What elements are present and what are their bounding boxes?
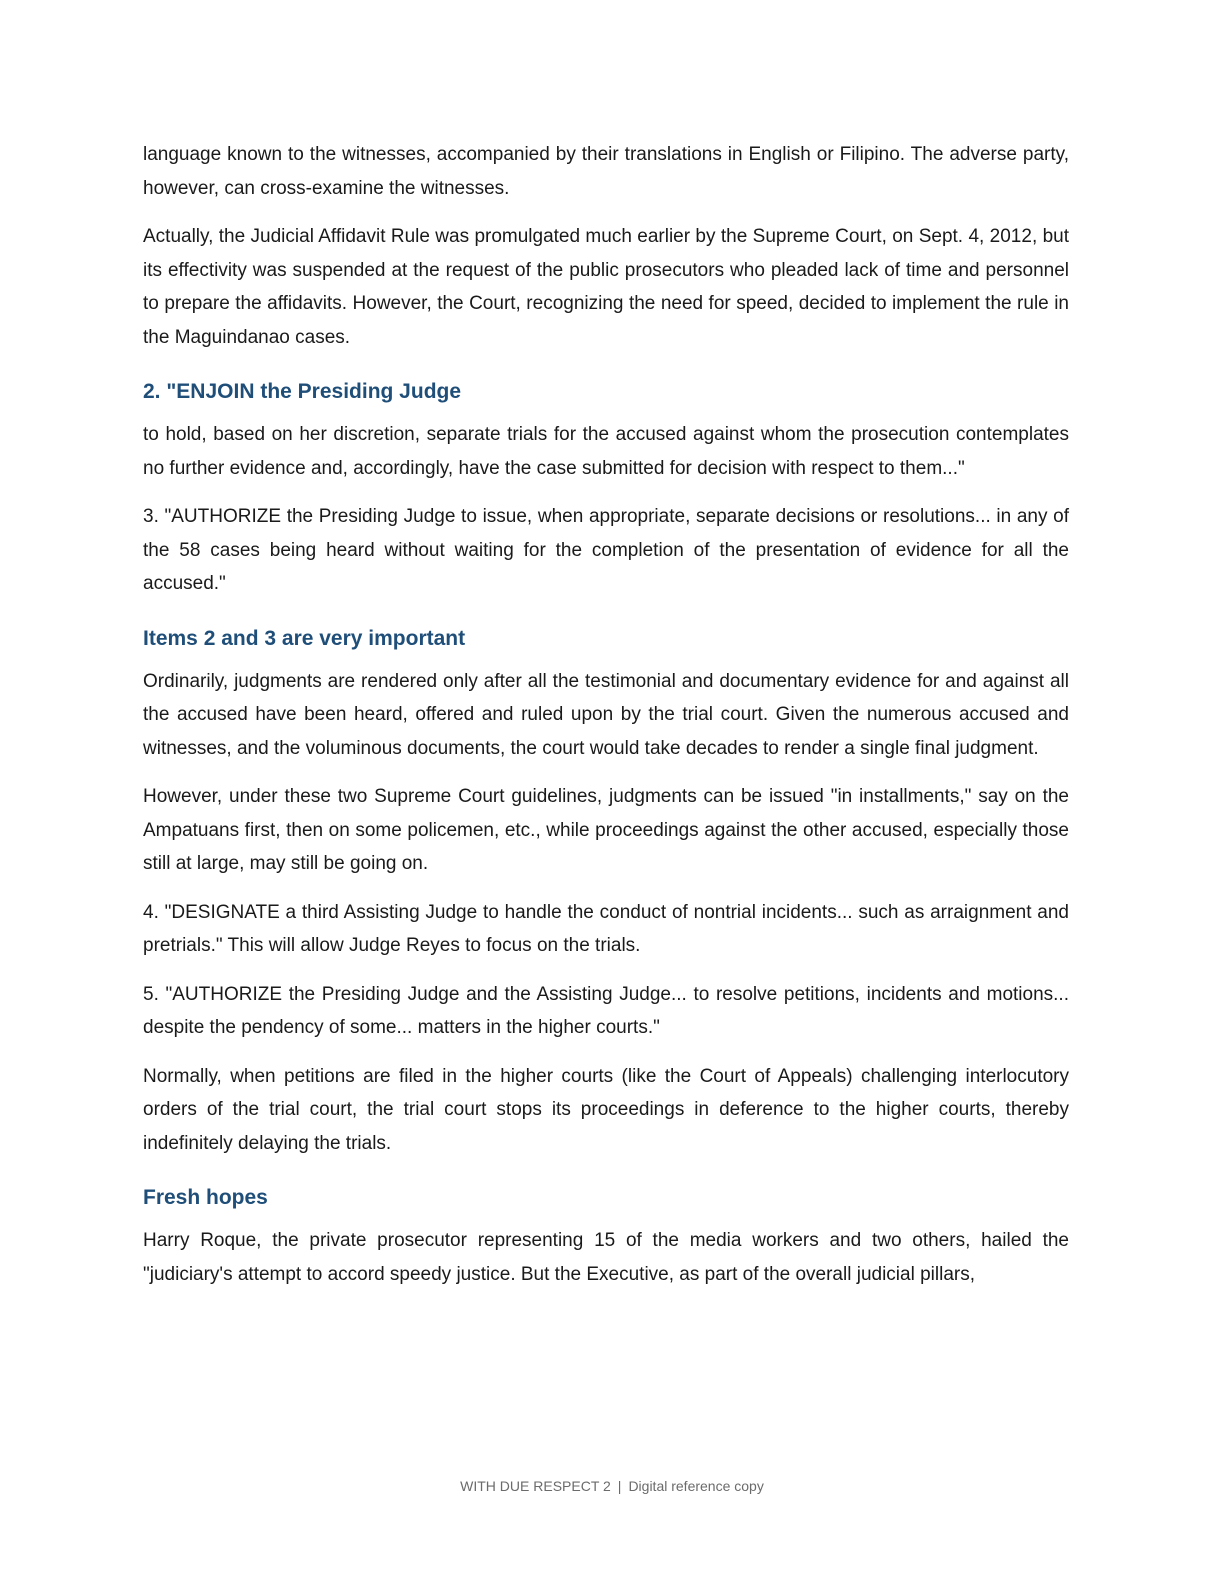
footer-label: Digital reference copy <box>628 1478 764 1494</box>
paragraph: Ordinarily, judgments are rendered only after all the testimonial and documentary evidence for and against all the accused have been heard, offered and ruled upon by the trial court. Given the numerous accused and witnesses, and the voluminous documents, the court would take decades to render a single final judgment. <box>143 670 1069 759</box>
footer-separator: | <box>617 1478 622 1494</box>
paragraph: 3. "AUTHORIZE the Presiding Judge to issue, when appropriate, separate decisions or resolutions... in any of the 58 cases being heard without waiting for the completion of the presentation of evidence for all the accused." <box>143 506 1069 594</box>
document-body <box>143 138 1069 1306</box>
paragraph: Normally, when petitions are filed in the higher courts (like the Court of Appeals) challenging interlocutory orders of the trial court, the trial court stops its proceedings in deference to the higher courts, thereby indefinitely delaying the trials. <box>143 1065 1069 1154</box>
section-heading: Items 2 and 3 are very important <box>143 626 466 650</box>
paragraph: Actually, the Judicial Affidavit Rule was promulgated much earlier by the Supreme Court, on Sept. 4, 2012, but its effectivity was suspended at the request of the public prosecutors who pleaded lack of time and personnel to prepare the affidavits. However, the Court, recognizing the need for speed, decided to implement the rule in the Maguindanao cases. <box>143 226 1069 348</box>
paragraph: language known to the witnesses, accompanied by their translations in English or Filipino. The adverse party, however, can cross-examine the witnesses. <box>143 144 1069 199</box>
section-heading: Fresh hopes <box>143 1186 268 1209</box>
paragraph: However, under these two Supreme Court guidelines, judgments can be issued "in installments," say on the Ampatuans first, then on some policemen, etc., while proceedings against the other accused, especially those still at large, may still be going on. <box>143 786 1069 874</box>
footer-title: WITH DUE RESPECT 2 <box>460 1478 611 1494</box>
section-heading: 2. "ENJOIN the Presiding Judge <box>143 380 462 403</box>
paragraph: Harry Roque, the private prosecutor representing 15 of the media workers and two others, hailed the "judiciary's attempt to accord speedy justice. But the Executive, as part of the overall judicial pillars, <box>143 1230 1069 1285</box>
page-footer <box>0 1478 1224 1494</box>
paragraph: to hold, based on her discretion, separate trials for the accused against whom the prosecution contemplates no further evidence and, accordingly, have the case submitted for decision with respect to them..." <box>143 424 1069 479</box>
paragraph: 5. "AUTHORIZE the Presiding Judge and the Assisting Judge... to resolve petitions, incidents and motions... despite the pendency of some... matters in the higher courts." <box>143 983 1069 1038</box>
paragraph: 4. "DESIGNATE a third Assisting Judge to handle the conduct of nontrial incidents... such as arraignment and pretrials." This will allow Judge Reyes to focus on the trials. <box>143 901 1069 956</box>
